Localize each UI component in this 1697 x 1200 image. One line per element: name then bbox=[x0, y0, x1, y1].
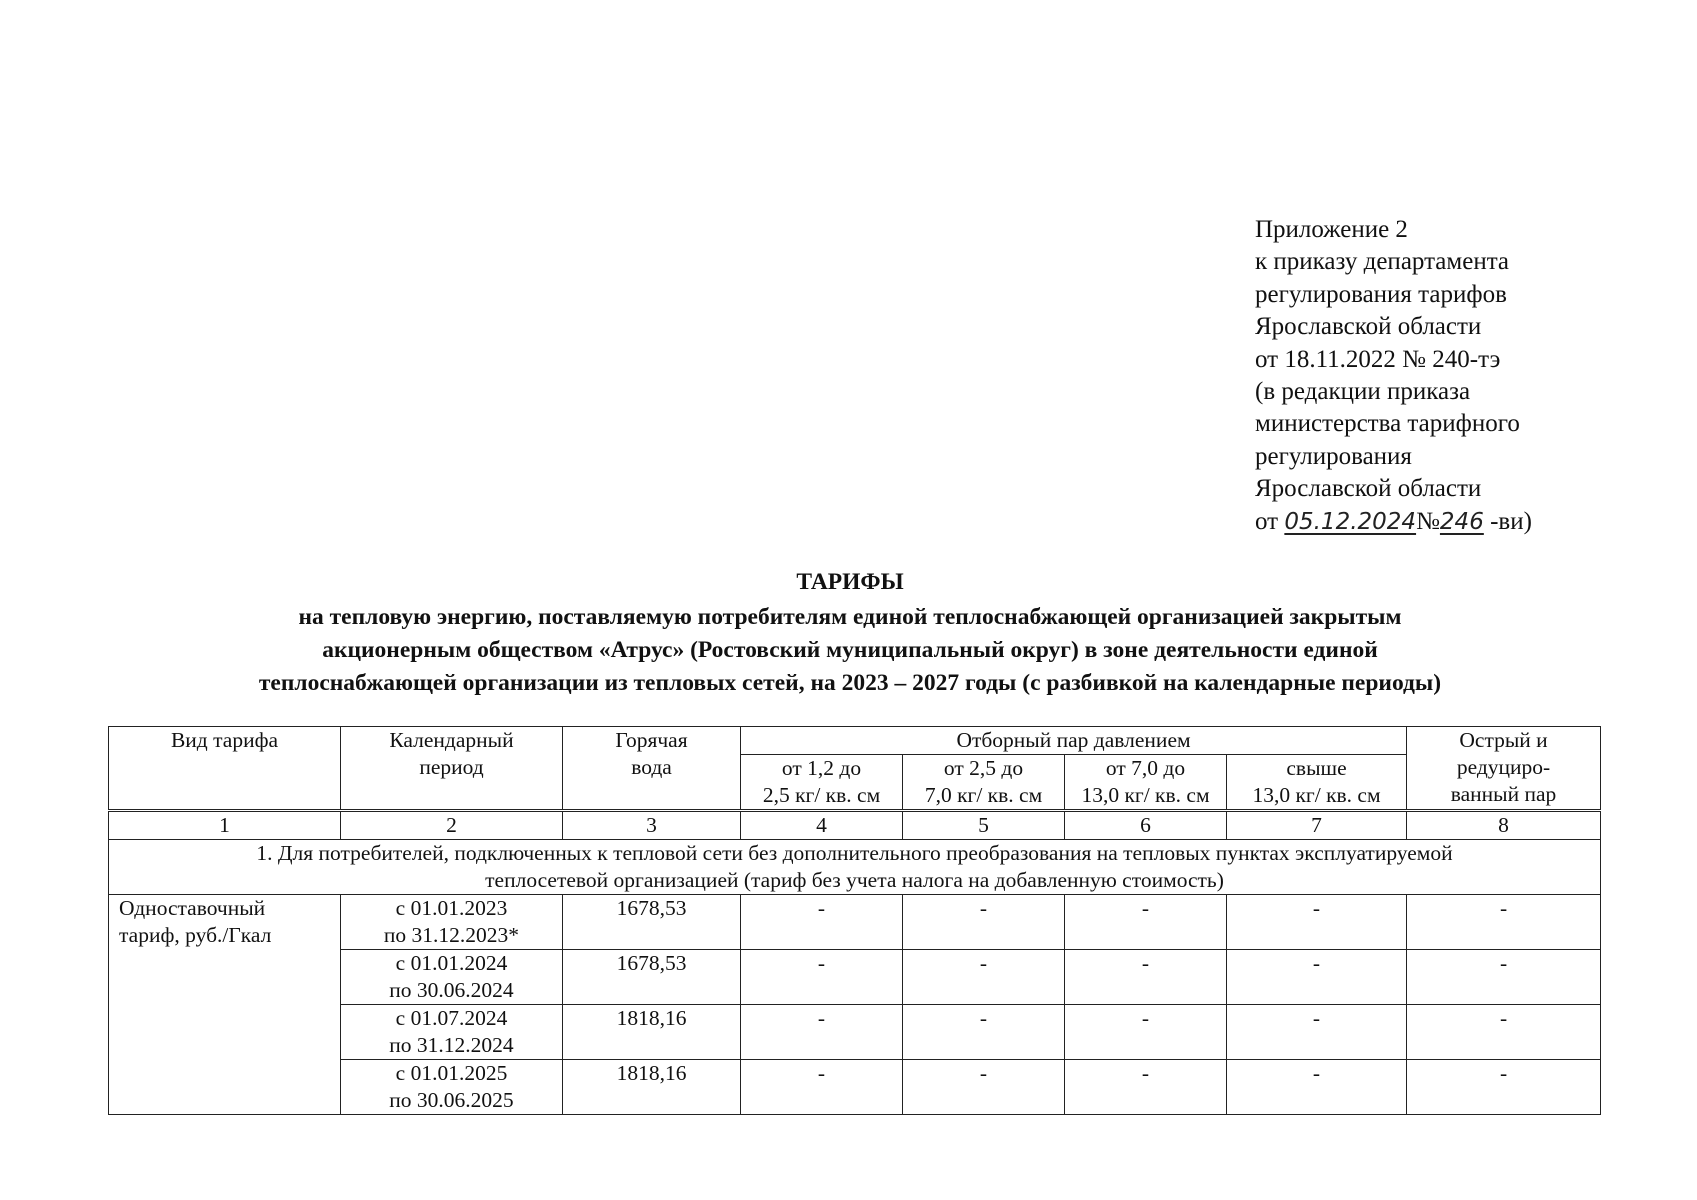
appendix-line: министерства тарифного bbox=[1255, 410, 1520, 438]
header-steam-line: 2,5 кг/ кв. см bbox=[762, 783, 881, 807]
header-steam-col bbox=[1227, 755, 1407, 811]
header-row bbox=[109, 727, 1601, 755]
handwritten-date: 05.12.2024 bbox=[1284, 508, 1417, 535]
header-steam-col bbox=[741, 755, 903, 811]
header-sharp-steam bbox=[1407, 727, 1601, 811]
column-number: 6 bbox=[1065, 811, 1227, 840]
steam-value: - bbox=[1227, 1005, 1407, 1060]
tariff-name-line: тариф, руб./Гкал bbox=[119, 923, 272, 947]
appendix-line: (в редакции приказа bbox=[1255, 378, 1471, 406]
appendix-line: регулирования тарифов bbox=[1255, 280, 1507, 308]
header-sharp-line: ванный пар bbox=[1450, 782, 1557, 806]
sharp-steam-value: - bbox=[1407, 1005, 1601, 1060]
tariff-table bbox=[108, 726, 1601, 1115]
steam-value: - bbox=[741, 950, 903, 1005]
steam-value: - bbox=[741, 1005, 903, 1060]
header-hot-water bbox=[563, 727, 741, 811]
period-from: с 01.07.2024 bbox=[395, 1006, 508, 1030]
header-steam-line: свыше bbox=[1286, 756, 1347, 780]
sharp-steam-value: - bbox=[1407, 1060, 1601, 1115]
header-period-line: Календарный bbox=[389, 728, 514, 752]
header-steam-col bbox=[903, 755, 1065, 811]
steam-value: - bbox=[1227, 895, 1407, 950]
tariff-name-line: Одноставочный bbox=[119, 896, 266, 920]
period-cell bbox=[341, 895, 563, 950]
header-steam-line: от 2,5 до bbox=[943, 756, 1024, 780]
steam-value: - bbox=[903, 1060, 1065, 1115]
steam-value: - bbox=[741, 895, 903, 950]
tariff-name bbox=[109, 895, 341, 1115]
document-title bbox=[100, 566, 1600, 700]
sharp-steam-value: - bbox=[1407, 950, 1601, 1005]
column-number: 2 bbox=[341, 811, 563, 840]
header-hot-water-line: вода bbox=[631, 755, 672, 779]
header-tariff-type: Вид тарифа bbox=[109, 727, 341, 811]
section-title-line: теплосетевой организацией (тариф без учета налога на добавленную стоимость) bbox=[485, 868, 1224, 892]
steam-value: - bbox=[903, 1005, 1065, 1060]
appendix-line: от 18.11.2022 № 240-тэ bbox=[1255, 345, 1501, 373]
column-number: 4 bbox=[741, 811, 903, 840]
title-line: теплоснабжающей организации из тепловых сетей, на 2023 – 2027 годы (с разбивкой на календарные периоды) bbox=[258, 670, 1442, 696]
appendix-last-line bbox=[1255, 506, 1532, 538]
appendix-prefix: от bbox=[1255, 507, 1279, 535]
section-title-line: 1. Для потребителей, подключенных к тепловой сети без дополнительного преобразования на тепловых пунктах эксплуатируемой bbox=[256, 841, 1453, 865]
appendix-line: регулирования bbox=[1255, 442, 1412, 470]
steam-value: - bbox=[1065, 895, 1227, 950]
header-period-line: период bbox=[419, 755, 484, 779]
column-number: 5 bbox=[903, 811, 1065, 840]
handwritten-number: 246 bbox=[1439, 508, 1484, 535]
header-hot-water-line: Горячая bbox=[615, 728, 688, 752]
table-row bbox=[109, 895, 1601, 950]
period-from: с 01.01.2025 bbox=[395, 1061, 508, 1085]
steam-value: - bbox=[1065, 950, 1227, 1005]
steam-value: - bbox=[741, 1060, 903, 1115]
appendix-line: к приказу департамента bbox=[1255, 248, 1510, 276]
column-number: 1 bbox=[109, 811, 341, 840]
steam-value: - bbox=[903, 895, 1065, 950]
appendix-block bbox=[1255, 214, 1532, 538]
hot-water-value: 1818,16 bbox=[563, 1005, 741, 1060]
steam-value: - bbox=[1227, 1060, 1407, 1115]
header-sharp-line: редуциро- bbox=[1456, 755, 1551, 779]
appendix-suffix: -ви) bbox=[1490, 507, 1532, 535]
period-cell bbox=[341, 1005, 563, 1060]
column-number: 7 bbox=[1227, 811, 1407, 840]
header-steam-line: от 1,2 до bbox=[781, 756, 862, 780]
hot-water-value: 1678,53 bbox=[563, 950, 741, 1005]
column-number: 3 bbox=[563, 811, 741, 840]
header-steam-group: Отборный пар давлением bbox=[741, 727, 1407, 755]
section-title bbox=[109, 840, 1601, 895]
steam-value: - bbox=[903, 950, 1065, 1005]
header-steam-line: 13,0 кг/ кв. см bbox=[1081, 783, 1210, 807]
header-steam-line: 7,0 кг/ кв. см bbox=[924, 783, 1043, 807]
appendix-line: Приложение 2 bbox=[1255, 216, 1408, 243]
sharp-steam-value: - bbox=[1407, 895, 1601, 950]
steam-value: - bbox=[1065, 1060, 1227, 1115]
appendix-line: Ярославской области bbox=[1255, 475, 1482, 503]
period-from: с 01.01.2023 bbox=[395, 896, 508, 920]
column-number: 8 bbox=[1407, 811, 1601, 840]
header-steam-line: 13,0 кг/ кв. см bbox=[1252, 783, 1381, 807]
header-period bbox=[341, 727, 563, 811]
period-cell bbox=[341, 1060, 563, 1115]
period-to: по 30.06.2025 bbox=[389, 1088, 514, 1112]
appendix-line: Ярославской области bbox=[1255, 313, 1482, 341]
column-number-row bbox=[109, 811, 1601, 840]
header-steam-col bbox=[1065, 755, 1227, 811]
period-cell bbox=[341, 950, 563, 1005]
period-to: по 30.06.2024 bbox=[389, 978, 514, 1002]
number-sign: № bbox=[1416, 507, 1440, 535]
hot-water-value: 1818,16 bbox=[563, 1060, 741, 1115]
title-line: на тепловую энергию, поставляемую потребителям единой теплоснабжающей организацией закрытым bbox=[298, 604, 1402, 630]
section-row bbox=[109, 840, 1601, 895]
steam-value: - bbox=[1065, 1005, 1227, 1060]
period-to: по 31.12.2023* bbox=[383, 923, 520, 947]
title-line: акционерным обществом «Атрус» (Ростовский муниципальный округ) в зоне деятельности единой bbox=[322, 637, 1378, 663]
steam-value: - bbox=[1227, 950, 1407, 1005]
period-from: с 01.01.2024 bbox=[395, 951, 508, 975]
period-to: по 31.12.2024 bbox=[389, 1033, 514, 1057]
header-sharp-line: Острый и bbox=[1459, 728, 1548, 752]
title-heading: ТАРИФЫ bbox=[796, 569, 904, 595]
hot-water-value: 1678,53 bbox=[563, 895, 741, 950]
header-steam-line: от 7,0 до bbox=[1105, 756, 1186, 780]
